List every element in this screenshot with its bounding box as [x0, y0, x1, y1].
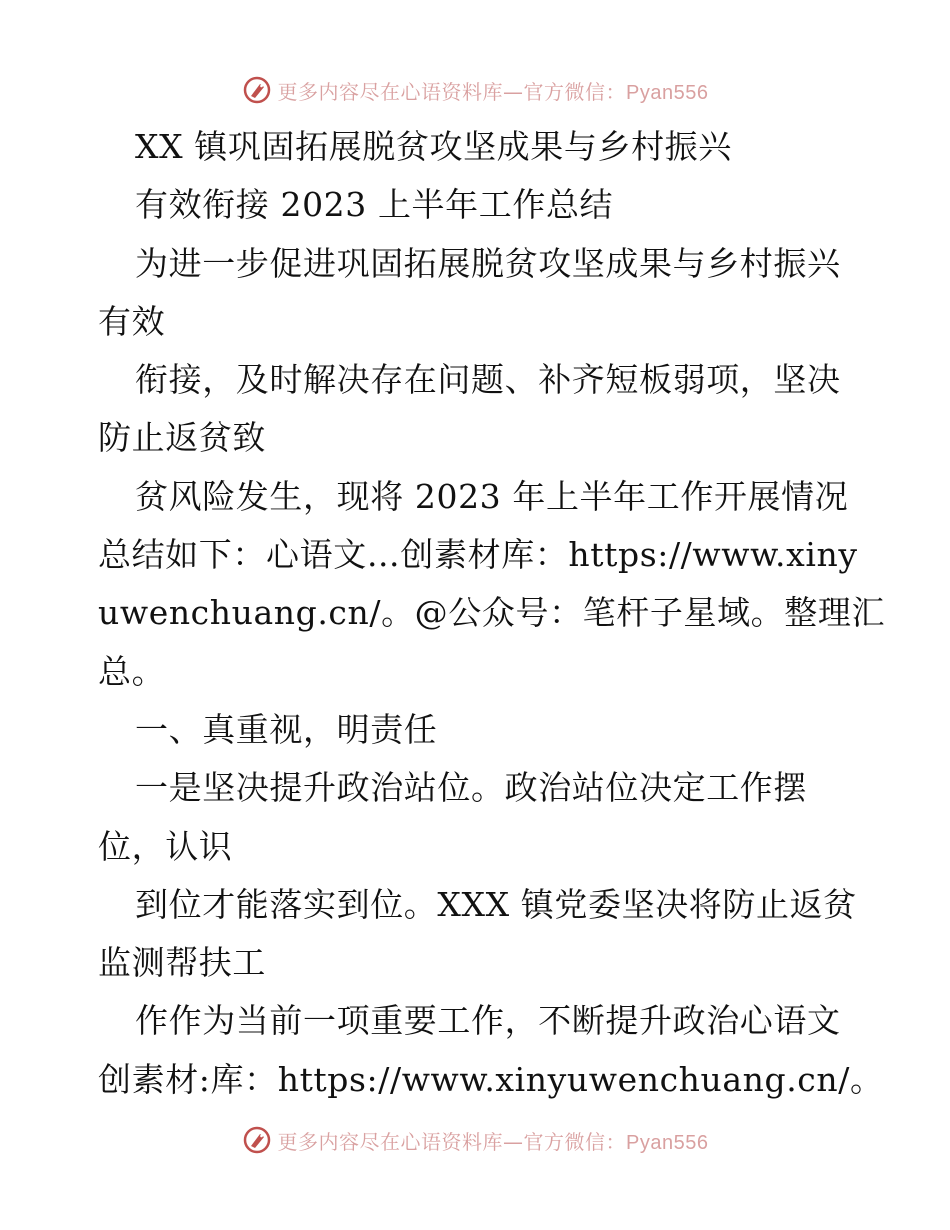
footer-watermark-banner [0, 1120, 950, 1160]
document-line: 作作为当前一项重要工作，不断提升政治心语文 [135, 1001, 841, 1041]
document-line: 总。 [98, 651, 166, 691]
document-line: 有效衔接 2023 上半年工作总结 [135, 185, 614, 225]
header-watermark-banner [0, 70, 950, 110]
document-line: 创素材:库：https://www.xinyuwenchuang.cn/。 [98, 1059, 884, 1099]
document-line: 到位才能落实到位。XXX 镇党委坚决将防止返贫 [135, 884, 857, 924]
header-banner-text: 更多内容尽在心语资料库—官方微信：Pyan556 [277, 79, 709, 104]
document-body [98, 118, 886, 1109]
footer-banner-text: 更多内容尽在心语资料库—官方微信：Pyan556 [277, 1129, 709, 1154]
document-line: XX 镇巩固拓展脱贫攻坚成果与乡村振兴 [135, 127, 732, 166]
document-line: 有效 [98, 301, 166, 341]
pen-nib-circle-icon [242, 75, 272, 105]
document-line: 监测帮扶工 [98, 943, 266, 983]
document-line: 衔接，及时解决存在问题、补齐短板弱项，坚决 [135, 360, 841, 400]
document-line: 为进一步促进巩固拓展脱贫攻坚成果与乡村振兴 [135, 243, 841, 283]
document-line: 贫风险发生，现将 2023 年上半年工作开展情况 [135, 476, 849, 516]
document-line: 一、真重视，明责任 [135, 709, 438, 749]
document-line: 一是坚决提升政治站位。政治站位决定工作摆 [135, 768, 807, 808]
document-line: 总结如下：心语文…创素材库：https://www.xiny [98, 535, 858, 575]
document-line: uwenchuang.cn/。@公众号：笔杆子星域。整理汇 [98, 593, 886, 633]
document-line: 防止返贫致 [98, 418, 266, 458]
document-line: 位，认识 [98, 826, 233, 866]
pen-nib-circle-icon [242, 1125, 272, 1155]
